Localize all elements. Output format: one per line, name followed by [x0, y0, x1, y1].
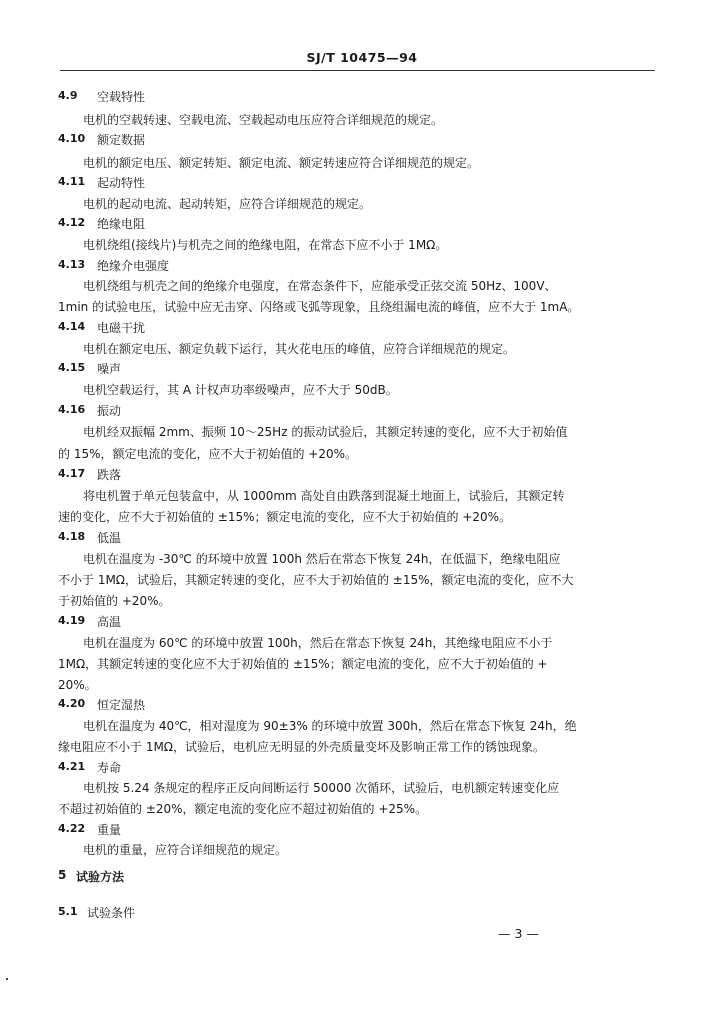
section-title: 额定数据: [97, 133, 146, 147]
section-text-line: 于初始值的 +20%。: [58, 594, 171, 608]
section-text-line: 电机在温度为 40℃，相对湿度为 90±3% 的环境中放置 300h，然后在常态下恢复 24h，绝: [83, 719, 577, 733]
section-text-line: 电机空载运行，其 A 计权声功率级噪声，应不大于 50dB。: [83, 383, 398, 397]
section-text-line: 1min 的试验电压，试验中应无击穿、闪络或飞弧等现象，且绕组漏电流的峰值，应不大于 1mA。: [58, 300, 580, 314]
subsection-number: 5.1: [58, 905, 78, 918]
section-text-line: 电机在额定电压、额定负载下运行，其火花电压的峰值，应符合详细规范的规定。: [83, 342, 516, 356]
section-title: 绝缘电阻: [97, 217, 146, 231]
section-text-line: 电机绕组(接线片)与机壳之间的绝缘电阻，在常态下应不小于 1MΩ。: [83, 238, 448, 252]
section-title: 跌落: [97, 468, 122, 482]
standard-code-header: SJ/T 10475—94: [306, 50, 418, 65]
section-title: 起动特性: [97, 176, 146, 190]
chapter-number: 5: [58, 868, 67, 882]
section-text-line: 20%。: [58, 678, 97, 692]
section-number: 4.12: [58, 216, 86, 229]
section-text-line: 1MΩ，其额定转速的变化应不大于初始值的 ±15%；额定电流的变化，应不大于初始值的 +: [58, 657, 548, 671]
section-text-line: 缘电阻应不小于 1MΩ，试验后，电机应无明显的外壳质量变坏及影响正常工作的锈蚀现象。: [58, 740, 545, 754]
section-text-line: 电机在温度为 60℃ 的环境中放置 100h，然后在常态下恢复 24h，其绝缘电阻应不小于: [83, 636, 553, 650]
section-number: 4.15: [58, 361, 86, 374]
scan-speck: [6, 978, 8, 980]
section-text-line: 将电机置于单元包装盒中，从 1000mm 高处自由跌落到混凝土地面上，试验后，其额定转: [83, 489, 565, 503]
section-text-line: 不超过初始值的 ±20%，额定电流的变化应不超过初始值的 +25%。: [58, 802, 428, 816]
section-title: 重量: [97, 823, 122, 837]
section-number: 4.14: [58, 320, 86, 333]
section-text-line: 电机在温度为 -30℃ 的环境中放置 100h 然后在常态下恢复 24h，在低温下，绝缘电阻应: [83, 552, 561, 566]
section-number: 4.20: [58, 697, 86, 710]
section-number: 4.22: [58, 822, 86, 835]
section-title: 空载特性: [97, 90, 146, 104]
section-text-line: 电机的空载转速、空载电流、空载起动电压应符合详细规范的规定。: [83, 113, 444, 127]
section-number: 4.10: [58, 132, 86, 145]
section-text-line: 的 15%，额定电流的变化，应不大于初始值的 +20%。: [58, 447, 358, 461]
section-title: 振动: [97, 404, 122, 418]
section-number: 4.9: [58, 89, 78, 102]
section-number: 4.21: [58, 760, 86, 773]
header-rule: [60, 70, 655, 71]
section-text-line: 速的变化，应不大于初始值的 ±15%；额定电流的变化，应不大于初始值的 +20%。: [58, 510, 512, 524]
section-title: 噪声: [97, 362, 122, 376]
section-number: 4.16: [58, 403, 86, 416]
subsection-title: 试验条件: [87, 906, 136, 920]
section-title: 低温: [97, 531, 122, 545]
section-title: 电磁干扰: [97, 321, 146, 335]
section-number: 4.17: [58, 467, 86, 480]
page-number: — 3 —: [498, 926, 539, 941]
section-text-line: 电机的额定电压、额定转矩、额定电流、额定转速应符合详细规范的规定。: [83, 156, 480, 170]
section-text-line: 电机经双振幅 2mm、振频 10～25Hz 的振动试验后，其额定转速的变化，应不大于初始值: [83, 425, 568, 439]
section-number: 4.11: [58, 175, 86, 188]
section-title: 寿命: [97, 761, 122, 775]
section-text-line: 电机按 5.24 条规定的程序正反向间断运行 50000 次循环，试验后，电机额定转速变化应: [83, 781, 560, 795]
section-title: 恒定湿热: [97, 698, 146, 712]
section-title: 高温: [97, 615, 122, 629]
section-title: 绝缘介电强度: [97, 259, 170, 273]
section-text-line: 不小于 1MΩ，试验后，其额定转速的变化，应不大于初始值的 ±15%，额定电流的变化，应不大: [58, 573, 574, 587]
section-text-line: 电机绕组与机壳之间的绝缘介电强度，在常态条件下，应能承受正弦交流 50Hz、100V、: [83, 279, 557, 293]
section-number: 4.13: [58, 258, 86, 271]
section-text-line: 电机的起动电流、起动转矩，应符合详细规范的规定。: [83, 197, 372, 211]
chapter-title: 试验方法: [76, 870, 125, 884]
section-text-line: 电机的重量，应符合详细规范的规定。: [83, 843, 288, 857]
section-number: 4.19: [58, 614, 86, 627]
section-number: 4.18: [58, 530, 86, 543]
